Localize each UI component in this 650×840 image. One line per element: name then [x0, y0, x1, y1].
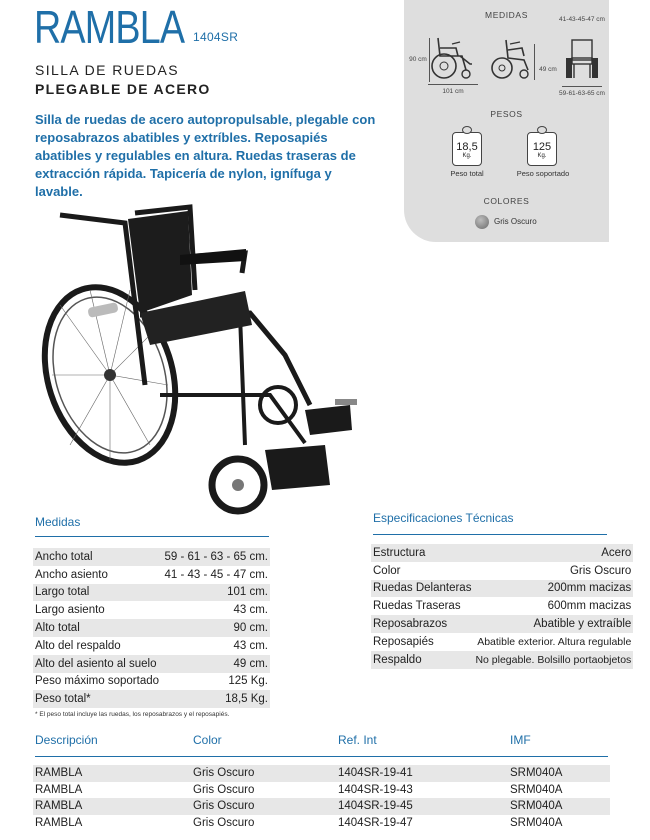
ref-color: Gris Oscuro	[193, 783, 255, 796]
medidas-note: * El peso total incluye las ruedas, los reposabrazos y el reposapiés.	[35, 711, 230, 718]
ref-row	[33, 798, 610, 815]
spec-label: Estructura	[371, 544, 473, 562]
spec-row	[371, 597, 633, 615]
dim-seat-width-label: 41-43-45-47 cm	[559, 16, 605, 23]
ref-int: 1404SR-19-47	[338, 817, 413, 830]
medidas-row	[33, 548, 270, 566]
medidas-label: Peso máximo soportado	[35, 675, 160, 688]
spec-label: Ruedas Delanteras	[371, 580, 473, 598]
product-code: 1404SR	[193, 30, 239, 44]
wheelchair-front-view-icon	[564, 36, 600, 82]
dim-length-line	[428, 84, 478, 85]
medidas-value: 18,5 Kg.	[162, 690, 270, 708]
weight-supported-value: 125	[532, 141, 552, 153]
spec-row	[371, 544, 633, 562]
product-subtitle-2: PLEGABLE DE ACERO	[35, 81, 211, 97]
especificaciones-table	[371, 544, 633, 669]
spec-value: Acero	[473, 544, 633, 562]
medidas-table	[33, 548, 270, 708]
medidas-value: 49 cm.	[162, 655, 270, 673]
especificaciones-section-title: Especificaciones Técnicas	[373, 511, 514, 525]
dim-height-line	[429, 38, 430, 82]
dim-length-label: 101 cm	[442, 88, 464, 95]
spec-value: Abatible exterior. Altura regulable	[477, 635, 632, 648]
dim-total-width-label: 59-61-63-65 cm	[559, 90, 605, 97]
dim-seat-height-label: 49 cm	[539, 66, 557, 73]
ref-header-ref-int: Ref. Int	[338, 733, 377, 747]
weight-supported-unit: Kg.	[537, 153, 547, 159]
weight-supported-icon	[527, 132, 557, 166]
weight-supported-label: Peso soportado	[516, 169, 570, 178]
wheelchair-product-image	[40, 195, 370, 530]
colores-panel-title: COLORES	[483, 196, 530, 206]
ref-imf: SRM040A	[508, 798, 610, 815]
ref-descripcion: RAMBLA	[33, 798, 191, 815]
spec-label: Color	[373, 564, 401, 577]
weight-total-label: Peso total	[450, 169, 484, 178]
dim-height-label: 90 cm	[409, 56, 427, 63]
medidas-value: 90 cm.	[162, 619, 270, 637]
ref-color: Gris Oscuro	[191, 765, 336, 782]
dim-seat-height-line	[534, 44, 535, 80]
spec-row	[371, 633, 633, 651]
referencias-divider	[35, 756, 608, 757]
ref-imf: SRM040A	[510, 783, 563, 796]
medidas-value: 59 - 61 - 63 - 65 cm.	[162, 548, 270, 566]
ref-header-imf: IMF	[510, 733, 531, 747]
ref-row	[33, 815, 610, 832]
spec-label: Respaldo	[371, 651, 473, 669]
ref-int: 1404SR-19-43	[338, 783, 413, 796]
weight-total-value: 18,5	[456, 141, 478, 153]
medidas-label: Alto del asiento al suelo	[33, 655, 162, 673]
medidas-label: Alto total	[33, 619, 162, 637]
color-swatch	[475, 215, 489, 229]
medidas-value: 41 - 43 - 45 - 47 cm.	[164, 568, 268, 581]
medidas-label: Ancho total	[33, 548, 162, 566]
medidas-value: 43 cm.	[233, 639, 268, 652]
medidas-row	[33, 673, 270, 691]
ref-int: 1404SR-19-41	[336, 765, 508, 782]
medidas-label: Alto del respaldo	[35, 639, 121, 652]
ref-color: Gris Oscuro	[193, 817, 255, 830]
weight-handle-icon	[537, 126, 547, 134]
wheelchair-angle-view-icon	[490, 36, 534, 82]
ref-row	[33, 765, 610, 782]
color-name: Gris Oscuro	[494, 217, 537, 226]
especificaciones-divider	[373, 534, 607, 535]
medidas-label: Largo asiento	[35, 604, 105, 617]
logo-label	[87, 302, 118, 318]
dim-total-width-line	[562, 86, 602, 87]
medidas-value: 43 cm.	[233, 604, 268, 617]
spec-value: Abatible y extraíble	[473, 615, 633, 633]
medidas-value: 125 Kg.	[228, 675, 268, 688]
spec-value: No plegable. Bolsillo portaobjetos	[473, 651, 633, 669]
product-description: Silla de ruedas de acero autopropulsable, plegable con reposabrazos abatibles y extríbles. Reposapiés abatibles y regulables en altura. Ruedas traseras de extracción rápida. Tapicería de nylon, ignífuga y lavable.	[35, 112, 376, 199]
ref-descripcion: RAMBLA	[35, 817, 83, 830]
spec-value: 600mm macizas	[547, 600, 632, 613]
medidas-value: 101 cm.	[162, 584, 270, 602]
medidas-row	[33, 601, 270, 619]
medidas-row	[33, 584, 270, 602]
ref-descripcion: RAMBLA	[35, 783, 83, 796]
spec-label: Reposabrazos	[371, 615, 473, 633]
medidas-row	[33, 690, 270, 708]
spec-label: Reposapiés	[373, 635, 434, 648]
spec-row	[371, 580, 633, 598]
spec-label: Ruedas Traseras	[373, 600, 461, 613]
spec-value: Gris Oscuro	[569, 564, 632, 577]
ref-header-color: Color	[193, 733, 222, 747]
product-title: RAMBLA	[34, 1, 185, 53]
medidas-row	[33, 637, 270, 655]
ref-imf: SRM040A	[510, 817, 563, 830]
medidas-row	[33, 619, 270, 637]
spec-value: 200mm macizas	[473, 580, 633, 598]
ref-row	[33, 782, 610, 799]
info-panel	[404, 0, 609, 242]
pesos-panel-title: PESOS	[490, 109, 523, 119]
referencias-table	[33, 765, 610, 831]
medidas-section-title: Medidas	[35, 515, 81, 529]
ref-descripcion: RAMBLA	[33, 765, 191, 782]
ref-header-descripcion: Descripción	[35, 733, 98, 747]
medidas-panel-title: MEDIDAS	[485, 10, 528, 20]
ref-int: 1404SR-19-45	[336, 798, 508, 815]
medidas-label: Largo total	[33, 584, 162, 602]
medidas-label: Ancho asiento	[35, 568, 108, 581]
spec-row	[371, 562, 633, 580]
weight-handle-icon	[462, 126, 472, 134]
ref-imf: SRM040A	[508, 765, 610, 782]
medidas-row	[33, 566, 270, 584]
medidas-label: Peso total*	[33, 690, 162, 708]
weight-total-unit: Kg.	[462, 153, 472, 159]
product-subtitle-1: SILLA DE RUEDAS	[35, 62, 179, 78]
wheelchair-side-view-icon	[430, 34, 476, 80]
spec-row	[371, 615, 633, 633]
ref-color: Gris Oscuro	[191, 798, 336, 815]
medidas-divider	[35, 536, 269, 537]
spec-row	[371, 651, 633, 669]
weight-total-icon	[452, 132, 482, 166]
medidas-row	[33, 655, 270, 673]
